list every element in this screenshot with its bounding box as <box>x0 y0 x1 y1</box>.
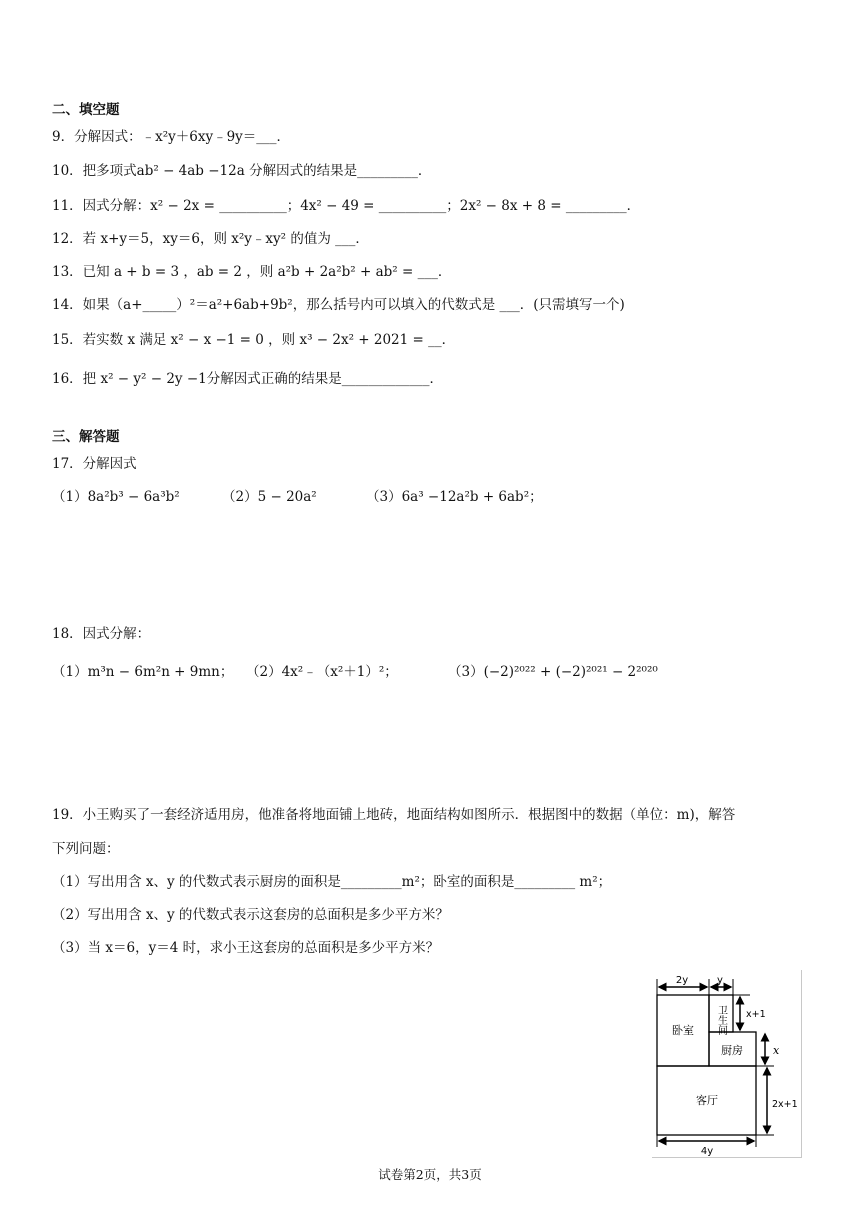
question-13: 13．已知 a + b = 3 ，ab = 2 ，则 a²b + 2a²b² + ab² = ___． <box>52 264 452 280</box>
question-11: 11．因式分解：x² − 2x = __________；4x² − 49 = __________；2x² − 8x + 8 = _________． <box>52 198 641 214</box>
question-19-stem-line-1: 19．小王购买了一套经济适用房，他准备将地面铺上地砖，地面结构如图所示．根据图中的数据（单位：m)，解答 <box>52 807 736 823</box>
page-footer: 试卷第2页，共3页 <box>378 1167 482 1182</box>
question-9: 9．分解因式：﹣x²y＋6xy﹣9y＝___． <box>52 129 291 145</box>
question-17-part-1: （1）8a²b³ − 6a³b² <box>52 489 180 505</box>
floor-plan-figure <box>652 970 802 1158</box>
bedroom-label: 卧室 <box>672 1024 694 1037</box>
question-19-stem-line-2: 下列问题： <box>52 841 120 857</box>
section3-title: 三、解答题 <box>52 429 120 445</box>
question-17-part-2: （2）5 − 20a² <box>222 489 317 505</box>
bathroom-label: 卫生间 <box>715 1005 727 1035</box>
dim-label-x: x <box>773 1044 780 1057</box>
floor-plan-diagram <box>652 970 802 1158</box>
dim-label-x-plus-1: x+1 <box>746 1009 766 1020</box>
dim-label-2x-plus-1: 2x+1 <box>772 1099 798 1110</box>
question-16: 16．把 x² − y² − 2y −1分解因式正确的结果是_____________． <box>52 371 443 387</box>
question-17-part-3: （3）6a³ −12a²b + 6ab²； <box>366 489 543 505</box>
question-19-part-1: （1）写出用含 x、y 的代数式表示厨房的面积是_________m²；卧室的面积是_________ m²； <box>52 874 612 890</box>
question-15: 15．若实数 x 满足 x² − x −1 = 0 ，则 x³ − 2x² + 2021 = __． <box>52 332 456 348</box>
dim-label-2y: 2y <box>675 975 689 986</box>
question-12: 12．若 x+y＝5，xy＝6，则 x²y﹣xy² 的值为 ___． <box>52 231 369 247</box>
question-19-part-2: （2）写出用含 x、y 的代数式表示这套房的总面积是多少平方米？ <box>52 907 449 923</box>
question-18-part-3: （3）(−2)²⁰²² + (−2)²⁰²¹ − 2²⁰²⁰ <box>448 664 658 680</box>
question-18-stem: 18．因式分解： <box>52 626 151 642</box>
question-10: 10．把多项式ab² − 4ab −12a 分解因式的结果是_________． <box>52 163 432 179</box>
dim-label-4y: 4y <box>700 1146 714 1157</box>
section2-title: 二、填空题 <box>52 102 120 118</box>
dim-label-y: y <box>717 975 723 986</box>
living-room-label: 客厅 <box>696 1094 718 1107</box>
question-18-part-1: （1）m³n − 6m²n + 9mn； <box>52 664 234 680</box>
question-14: 14．如果（a+_____）²＝a²+6ab+9b²，那么括号内可以填入的代数式是 ___．(只需填写一个) <box>52 297 625 313</box>
question-19-part-3: （3）当 x＝6，y＝4 时，求小王这套房的总面积是多少平方米？ <box>52 940 440 956</box>
kitchen-label: 厨房 <box>721 1044 743 1057</box>
question-18-part-2: （2）4x²﹣（x²＋1）²； <box>246 664 398 680</box>
question-17-stem: 17．分解因式 <box>52 456 137 472</box>
